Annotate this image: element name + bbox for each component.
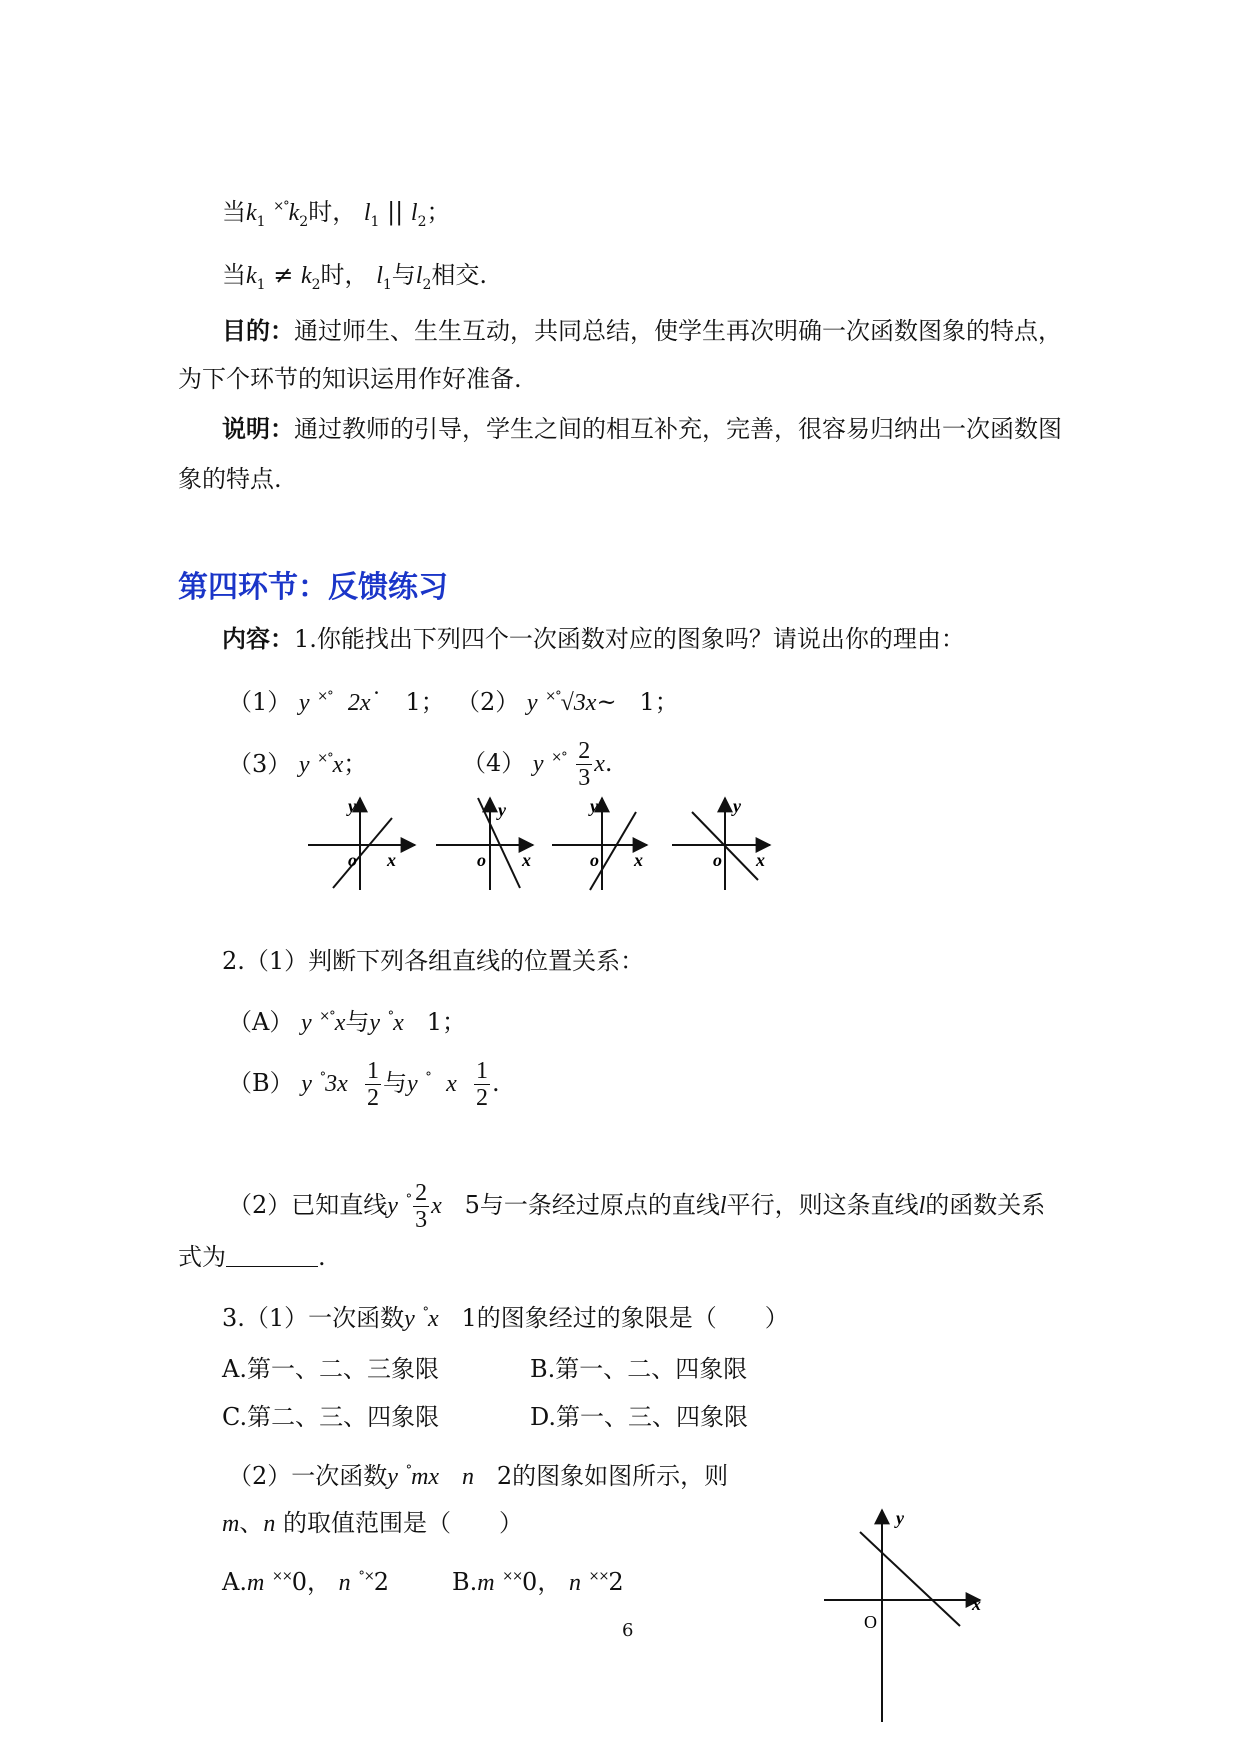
q2-b (228, 1048, 500, 1114)
var-l: l (410, 200, 418, 226)
y-label: y (896, 1508, 904, 1528)
text: 与 (345, 1008, 370, 1036)
option-label: （B） (228, 1069, 294, 1097)
garbled-symbol: ° (422, 1305, 428, 1320)
var-l: l (363, 200, 371, 226)
var-y: y (404, 1306, 415, 1332)
q1-graphs (0, 790, 1241, 910)
garbled-symbol: ×× (502, 1569, 523, 1584)
q2-part2-line-1 (228, 1170, 1045, 1236)
q1-item-1 (228, 680, 445, 720)
q3-range (222, 1506, 523, 1541)
var-l: l (918, 1193, 926, 1219)
purpose-text: 通过师生、生生互动，共同总结，使学生再次明确一次函数图象的特点， (294, 317, 1062, 345)
option-text: A.第一、二、三象限 (222, 1355, 439, 1383)
text: 的函数关系 (925, 1191, 1046, 1219)
condition-parallel (222, 190, 450, 239)
var-y: y (532, 751, 544, 777)
garbled-symbol: °× (358, 1569, 374, 1584)
var-x: x (431, 1193, 442, 1219)
denominator: 2 (367, 1085, 379, 1111)
q3-graph (822, 1500, 1002, 1730)
text: 与 (383, 1069, 407, 1097)
var-k: k (246, 200, 257, 226)
fraction (365, 1058, 381, 1111)
expression: √3x (560, 690, 597, 716)
text: 1； (639, 688, 679, 716)
var-k: k (246, 263, 257, 289)
garbled-symbol: ° (405, 1192, 412, 1207)
var-y: y (387, 1193, 398, 1219)
var-n: n (568, 1570, 581, 1596)
text: ； (343, 750, 368, 778)
garbled-symbol: ×× (588, 1569, 609, 1584)
q3-option-b[interactable] (530, 1352, 747, 1386)
var-n: n (338, 1570, 351, 1596)
garbled-symbol: ° (425, 1070, 431, 1085)
graph-1-origin-label: o (348, 850, 357, 870)
subscript: 1 (256, 214, 266, 230)
q3-part2-option-b[interactable] (452, 1560, 624, 1600)
q1-text: 1.你能找出下列四个一次函数对应的图象吗？请说出你的理由： (294, 625, 965, 653)
graph-2-x-label: x (522, 850, 531, 870)
garbled-symbol: ×° (319, 1009, 335, 1024)
var-k: k (300, 263, 312, 289)
text: 5与一条经过原点的直线 (464, 1191, 720, 1219)
text: 平行，则这条直线 (726, 1191, 919, 1219)
var-x: x (446, 1071, 457, 1097)
var-y: y (301, 1071, 312, 1097)
var-l: l (415, 263, 423, 289)
var-l: l (719, 1193, 727, 1219)
option-text: B.第一、二、四象限 (530, 1355, 748, 1383)
subscript: 2 (422, 277, 432, 293)
q1-item-2 (456, 680, 679, 720)
item-number: （4） (462, 749, 526, 777)
item-number: （2） (456, 688, 520, 716)
text: ； (426, 198, 451, 226)
q3-part2 (228, 1454, 728, 1494)
numerator: 1 (367, 1058, 379, 1084)
text: . (318, 1243, 326, 1271)
note-text: 通过教师的引导，学生之间的相互补充，完善，很容易归纳出一次函数图 (294, 415, 1062, 443)
purpose-label: 目的： (222, 316, 294, 345)
graph-3-x-label: x (634, 850, 643, 870)
option-label: B. (452, 1568, 478, 1596)
q2-a (228, 1000, 466, 1040)
var-n: n (461, 1464, 474, 1490)
numerator: 2 (415, 1180, 428, 1206)
text: 0， (522, 1568, 562, 1596)
option-text: D.第一、三、四象限 (530, 1403, 749, 1431)
numerator: 1 (475, 1058, 488, 1084)
var-l: l (376, 263, 383, 289)
q1-item-3 (228, 742, 367, 782)
purpose-line-1 (222, 314, 1062, 348)
text: 的取值范围是（ ） (282, 1509, 523, 1537)
neq-symbol: ≠ (273, 261, 294, 289)
page-number: 6 (622, 1620, 634, 1641)
var-y: y (298, 690, 310, 716)
item-number: （1） (228, 688, 292, 716)
var-n: n (263, 1511, 276, 1537)
text: （2）已知直线 (228, 1191, 388, 1219)
graph-3-y-label: y (590, 796, 598, 816)
text: 式为 (178, 1243, 226, 1271)
text: 0， (291, 1568, 332, 1596)
q3-option-c[interactable] (222, 1400, 439, 1434)
text: 1的图象经过的象限是（ ） (461, 1304, 789, 1332)
text: 2的图象如图所示，则 (496, 1462, 729, 1490)
q2-text: 2.（1）判断下列各组直线的位置关系： (222, 947, 645, 975)
text: 3.（1）一次函数 (222, 1304, 405, 1332)
var-x: x (427, 1306, 439, 1332)
fraction (474, 1058, 490, 1111)
graph-1-x-label: x (387, 850, 396, 870)
graph-3-origin-label: o (590, 850, 599, 870)
graph-4 (672, 798, 770, 890)
graph-4-y-label: y (733, 796, 741, 816)
graph-2-origin-label: o (477, 850, 486, 870)
var-m: m (222, 1511, 240, 1537)
origin-label: O (864, 1612, 877, 1632)
graph-1 (308, 798, 415, 890)
expression: 3x (325, 1071, 348, 1097)
graph-2 (436, 798, 533, 890)
garbled-symbol: ° (405, 1463, 412, 1478)
numerator: 2 (578, 738, 591, 764)
subscript: 1 (256, 277, 266, 293)
parallel-symbol: || (387, 198, 404, 226)
var-y: y (387, 1464, 398, 1490)
text: 1； (426, 1008, 466, 1036)
note-line-1 (222, 412, 1062, 446)
garbled-symbol: ˙ (370, 688, 383, 716)
content-label: 内容： (222, 624, 294, 653)
text: 时， (308, 198, 357, 226)
text: . (604, 749, 613, 777)
note-line-2 (178, 462, 282, 496)
q3-option-d[interactable] (530, 1400, 748, 1434)
text: 、 (239, 1509, 264, 1537)
garbled-symbol: ×× (271, 1569, 292, 1584)
purpose-text: 为下个环节的知识运用作好准备. (178, 365, 522, 393)
garbled-symbol: ×° (317, 689, 333, 704)
answer-blank[interactable] (226, 1244, 318, 1267)
var-x: x (594, 751, 605, 777)
text: 相交. (431, 261, 488, 289)
garbled-symbol: ° (319, 1070, 326, 1085)
expression: x (332, 752, 344, 778)
denominator: 3 (578, 765, 591, 791)
garbled-symbol: ° (387, 1009, 394, 1024)
option-text: C.第二、三、四象限 (222, 1403, 440, 1431)
var-y: y (369, 1010, 380, 1036)
var-y: y (407, 1071, 418, 1097)
var-x: x (393, 1010, 404, 1036)
text: 当 (222, 198, 246, 226)
garbled-symbol: ~ (596, 688, 617, 716)
garbled-symbol: ×° (545, 689, 561, 704)
fraction (576, 738, 592, 791)
text: 当 (222, 261, 246, 289)
denominator: 3 (415, 1207, 428, 1233)
expression: 2x (347, 690, 371, 716)
fraction (413, 1180, 429, 1233)
garbled-symbol: ×° (273, 199, 289, 214)
var-x: x (334, 1010, 346, 1036)
text: 1； (405, 688, 445, 716)
q1-item-4 (462, 728, 613, 794)
graph-1-y-label: y (348, 796, 356, 816)
option-label: A. (222, 1568, 247, 1596)
subscript: 2 (299, 214, 309, 230)
option-label: （A） (228, 1008, 294, 1036)
condition-intersect (222, 258, 487, 302)
text: 2 (373, 1568, 389, 1596)
subscript: 1 (382, 277, 392, 293)
text: （2）一次函数 (228, 1462, 388, 1490)
q3-part2-option-a[interactable] (222, 1560, 389, 1600)
var-y: y (300, 1010, 312, 1036)
text: 时， (320, 261, 369, 289)
var-y: y (526, 690, 538, 716)
q1-intro (222, 622, 965, 656)
text: 与 (391, 261, 416, 289)
note-text: 象的特点. (178, 465, 282, 493)
var-k: k (288, 200, 300, 226)
subscript: 2 (417, 214, 427, 230)
graph-4-origin-label: o (713, 850, 722, 870)
graph-3 (552, 798, 647, 890)
var-m: m (477, 1570, 495, 1596)
var-m: m (246, 1570, 265, 1596)
note-label: 说明： (222, 414, 294, 443)
text: . (491, 1069, 500, 1097)
section-heading: 第四环节：反馈练习 (178, 570, 448, 605)
denominator: 2 (475, 1085, 488, 1111)
q2-part2-line-2 (178, 1240, 326, 1274)
garbled-symbol: ×° (317, 751, 333, 766)
garbled-symbol: ×° (551, 750, 567, 765)
text: 2 (608, 1568, 624, 1596)
expression: mx (411, 1464, 440, 1490)
graph-2-y-label: y (498, 800, 506, 820)
graph-4-x-label: x (756, 850, 765, 870)
purpose-line-2 (178, 362, 522, 396)
var-y: y (298, 752, 310, 778)
subscript: 2 (311, 277, 321, 293)
x-label: x (972, 1594, 981, 1614)
subscript: 1 (370, 214, 380, 230)
q3-option-a[interactable] (222, 1352, 439, 1386)
item-number: （3） (228, 750, 292, 778)
q3-part1 (222, 1296, 789, 1336)
q2-intro (222, 944, 644, 978)
